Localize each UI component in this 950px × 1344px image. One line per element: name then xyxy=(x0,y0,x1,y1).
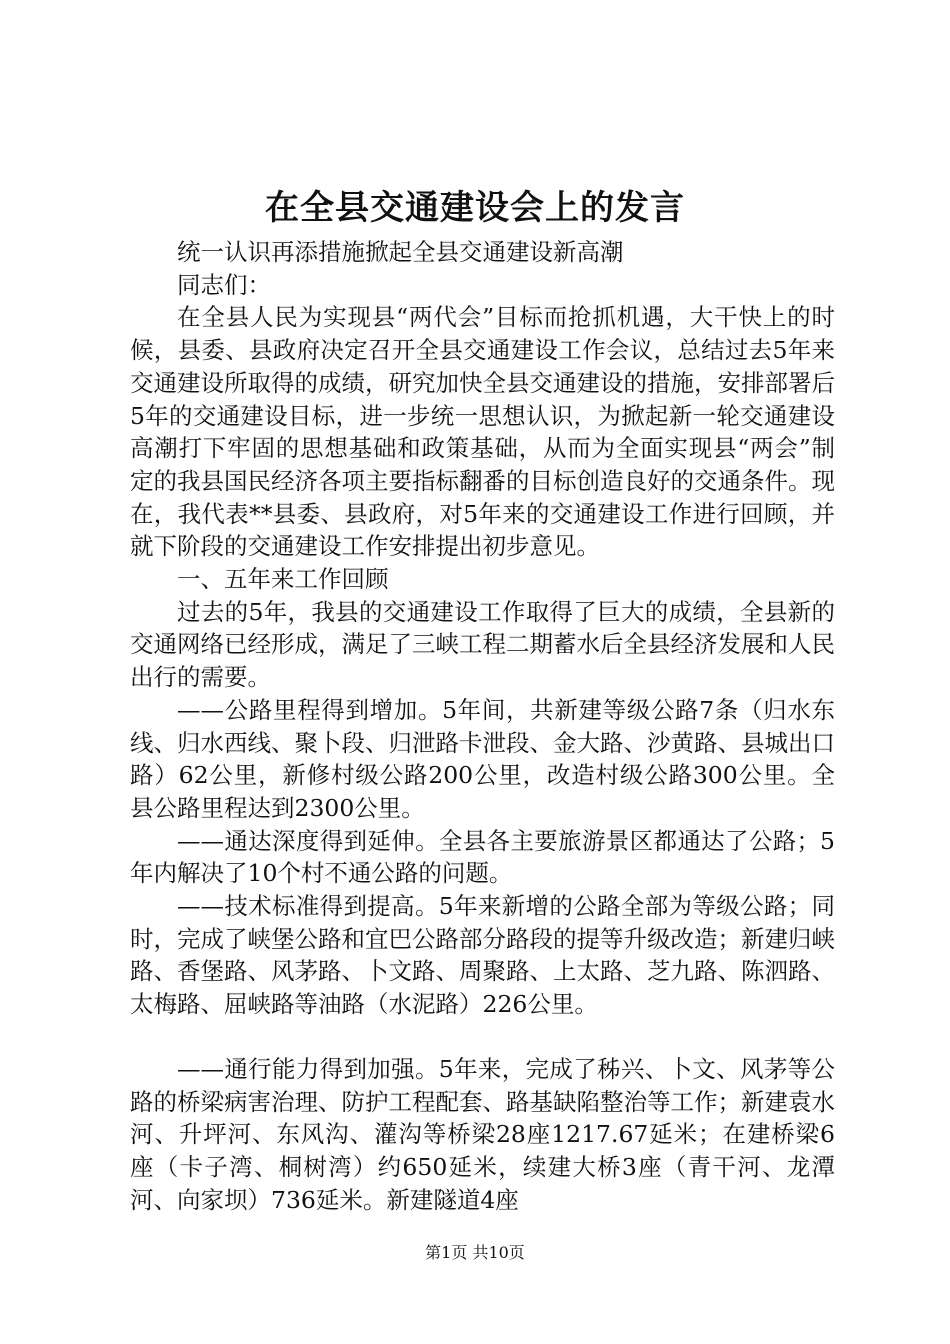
section-heading: 一、五年来工作回顾 xyxy=(177,565,389,594)
body-paragraph: ——通达深度得到延伸。全县各主要旅游景区都通达了公路；5年内解决了10个村不通公路的问题。 xyxy=(130,826,835,888)
body-paragraph: ——公路里程得到增加。5年间，共新建等级公路7条（归水东线、归水西线、聚卜段、归泄路卡泄段、金大路、沙黄路、县城出口路）62公里，新修村级公路200公里，改造村级公路300公里。全县公路里程达到2300公里。 xyxy=(130,695,835,822)
body-paragraph: 过去的5年，我县的交通建设工作取得了巨大的成绩，全县新的交通网络已经形成，满足了三峡工程二期蓄水后全县经济发展和人民出行的需要。 xyxy=(130,597,835,692)
body-paragraph: ——通行能力得到加强。5年来，完成了秭兴、卜文、风茅等公路的桥梁病害治理、防护工程配套、路基缺陷整治等工作；新建袁水河、升坪河、东风沟、灌沟等桥梁28座1217.67延米；在建桥梁6座（卡子湾、桐树湾）约650延米，续建大桥3座（青干河、龙潭河、向家坝）736延米。新建隧道4座 xyxy=(130,1054,835,1214)
page-footer: 第1页 共10页 xyxy=(425,1243,525,1262)
salutation-paragraph: 同志们： xyxy=(177,270,271,299)
body-paragraph: 在全县人民为实现县“两代会”目标而抢抓机遇，大干快上的时候，县委、县政府决定召开全县交通建设工作会议，总结过去5年来交通建设所取得的成绩，研究加快全县交通建设的措施，安排部署后5年的交通建设目标，进一步统一思想认识，为掀起新一轮交通建设高潮打下牢固的思想基础和政策基础，从而为全面实现县“两会”制定的我县国民经济各项主要指标翻番的目标创造良好的交通条件。现在，我代表**县委、县政府，对5年来的交通建设工作进行回顾，并就下阶段的交通建设工作安排提出初步意见。 xyxy=(130,303,835,561)
subtitle-paragraph: 统一认识再添措施掀起全县交通建设新高潮 xyxy=(177,238,624,266)
document-title: 在全县交通建设会上的发言 xyxy=(265,188,685,228)
document-body xyxy=(130,236,835,1216)
body-paragraph: ——技术标准得到提高。5年来新增的公路全部为等级公路；同时，完成了峡堡公路和宜巴公路部分路段的提等升级改造；新建归峡路、香堡路、风茅路、卜文路、周聚路、上太路、芝九路、陈泗路、太梅路、屈峡路等油路（水泥路）226公里。 xyxy=(130,892,835,1019)
